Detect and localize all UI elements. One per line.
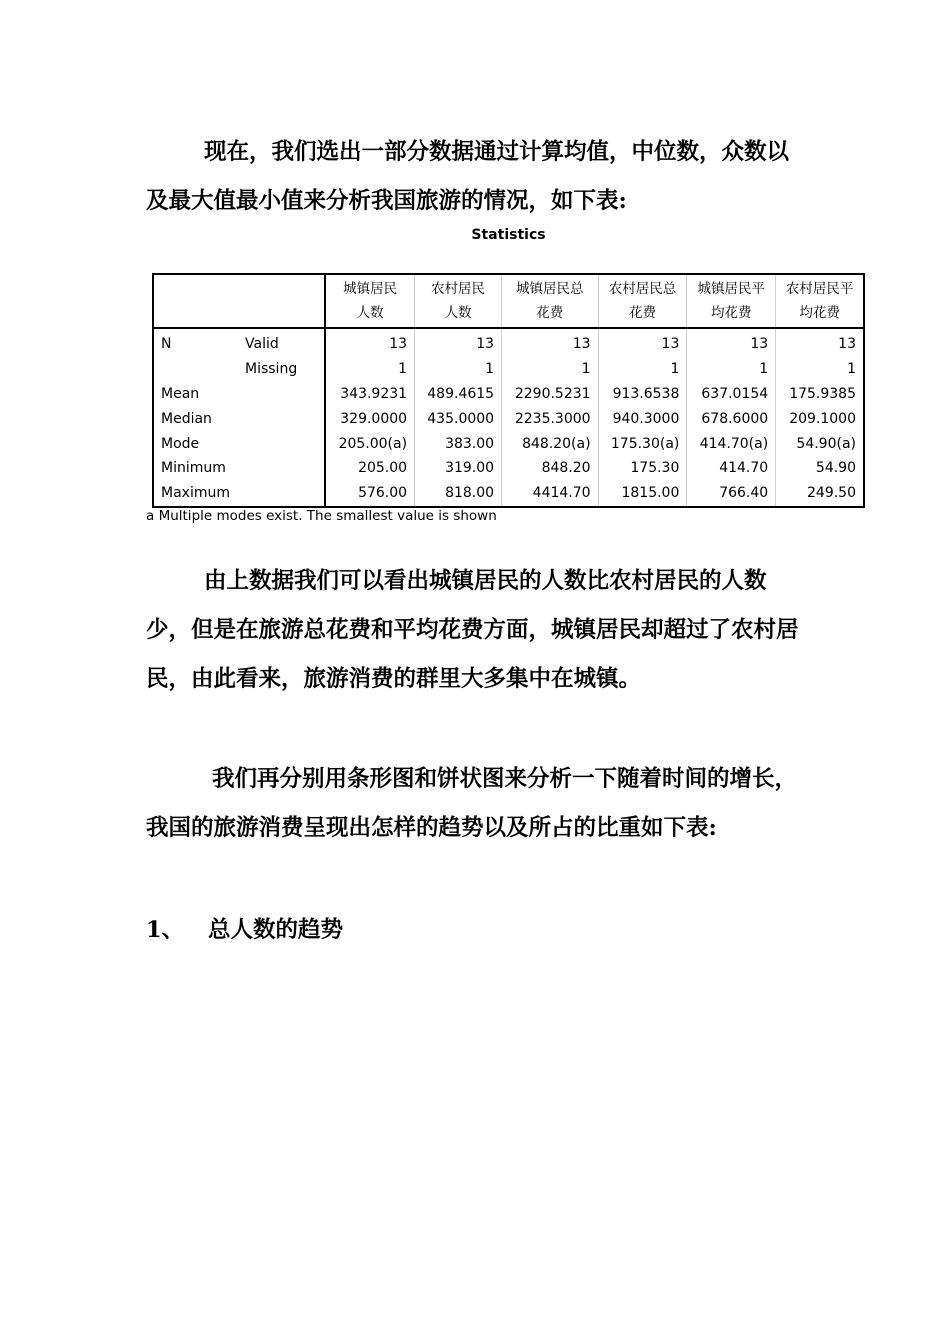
table-cell: 414.70: [687, 456, 776, 481]
table-cell: 4414.70: [502, 481, 598, 507]
table-cell: 1815.00: [598, 481, 687, 507]
table-cell: 13: [325, 328, 414, 357]
table-cell: 329.0000: [325, 406, 414, 431]
table-cell: 1: [325, 357, 414, 382]
row-label: [153, 357, 238, 382]
table-corner-cell: [153, 274, 325, 328]
row-sublabel: [238, 456, 325, 481]
table-cell: 2235.3000: [502, 406, 598, 431]
table-cell: 205.00(a): [325, 431, 414, 456]
table-cell: 13: [687, 328, 776, 357]
table-row: [153, 481, 864, 507]
row-sublabel: Valid: [238, 328, 325, 357]
column-header: 城镇居民平 均花费: [687, 274, 776, 328]
row-label: Maximum: [161, 485, 230, 502]
table-cell: 1: [598, 357, 687, 382]
column-header: 农村居民 人数: [415, 274, 502, 328]
section-title: 总人数的趋势: [208, 917, 344, 943]
statistics-table: [152, 273, 865, 508]
table-cell: 435.0000: [415, 406, 502, 431]
table-cell: 343.9231: [325, 382, 414, 407]
table-cell: 1: [687, 357, 776, 382]
chart-intro-paragraph: 我们再分别用条形图和饼状图来分析一下随着时间的增长，我国的旅游消费呈现出怎样的趋势以及所占的比重如下表:: [146, 766, 798, 841]
table-cell: 489.4615: [415, 382, 502, 407]
row-label: Median: [161, 410, 212, 427]
column-header: 城镇居民 人数: [325, 274, 414, 328]
table-row: [153, 357, 864, 382]
column-header: 农村居民平 均花费: [776, 274, 864, 328]
table-cell: 175.9385: [776, 382, 864, 407]
table-cell: 319.00: [415, 456, 502, 481]
table-cell: 209.1000: [776, 406, 864, 431]
table-cell: 848.20: [502, 456, 598, 481]
table-cell: 576.00: [325, 481, 414, 507]
table-cell: 383.00: [415, 431, 502, 456]
table-cell: 54.90(a): [776, 431, 864, 456]
table-header-row: [153, 274, 864, 328]
table-row: [153, 406, 864, 431]
intro-paragraph: 现在，我们选出一部分数据通过计算均值，中位数，众数以及最大值最小值来分析我国旅游的情况，如下表:: [146, 139, 790, 214]
table-cell: 13: [502, 328, 598, 357]
table-cell: 818.00: [415, 481, 502, 507]
table-cell: 913.6538: [598, 382, 687, 407]
table-cell: 54.90: [776, 456, 864, 481]
table-cell: 414.70(a): [687, 431, 776, 456]
column-header: 农村居民总 花费: [598, 274, 687, 328]
row-label: Mean: [161, 385, 200, 402]
row-sublabel: Missing: [238, 357, 325, 382]
row-sublabel: [238, 431, 325, 456]
section-heading: [146, 906, 811, 955]
table-title: Statistics: [471, 227, 546, 243]
row-label: Minimum: [161, 460, 226, 477]
row-label: Mode: [161, 435, 200, 452]
table-cell: 766.40: [687, 481, 776, 507]
table-cell: 13: [776, 328, 864, 357]
table-cell: 637.0154: [687, 382, 776, 407]
row-sublabel: [238, 382, 325, 407]
row-label: N: [161, 336, 172, 353]
table-cell: 249.50: [776, 481, 864, 507]
table-cell: 848.20(a): [502, 431, 598, 456]
table-cell: 2290.5231: [502, 382, 598, 407]
table-row: [153, 431, 864, 456]
row-sublabel: [238, 406, 325, 431]
analysis-paragraph: 由上数据我们可以看出城镇居民的人数比农村居民的人数少，但是在旅游总花费和平均花费方面，城镇居民却超过了农村居民，由此看来，旅游消费的群里大多集中在城镇。: [146, 568, 799, 692]
table-cell: 1: [415, 357, 502, 382]
table-cell: 940.3000: [598, 406, 687, 431]
table-cell: 175.30(a): [598, 431, 687, 456]
table-cell: 678.6000: [687, 406, 776, 431]
table-row: [153, 328, 864, 357]
table-cell: 175.30: [598, 456, 687, 481]
column-header: 城镇居民总 花费: [502, 274, 598, 328]
table-footnote: a Multiple modes exist. The smallest value is shown: [146, 508, 497, 524]
table-cell: 1: [502, 357, 598, 382]
table-cell: 1: [776, 357, 864, 382]
table-row: [153, 456, 864, 481]
table-row: [153, 382, 864, 407]
section-number: 1、: [146, 917, 185, 943]
row-sublabel: [238, 481, 325, 507]
table-cell: 13: [598, 328, 687, 357]
table-cell: 13: [415, 328, 502, 357]
table-cell: 205.00: [325, 456, 414, 481]
